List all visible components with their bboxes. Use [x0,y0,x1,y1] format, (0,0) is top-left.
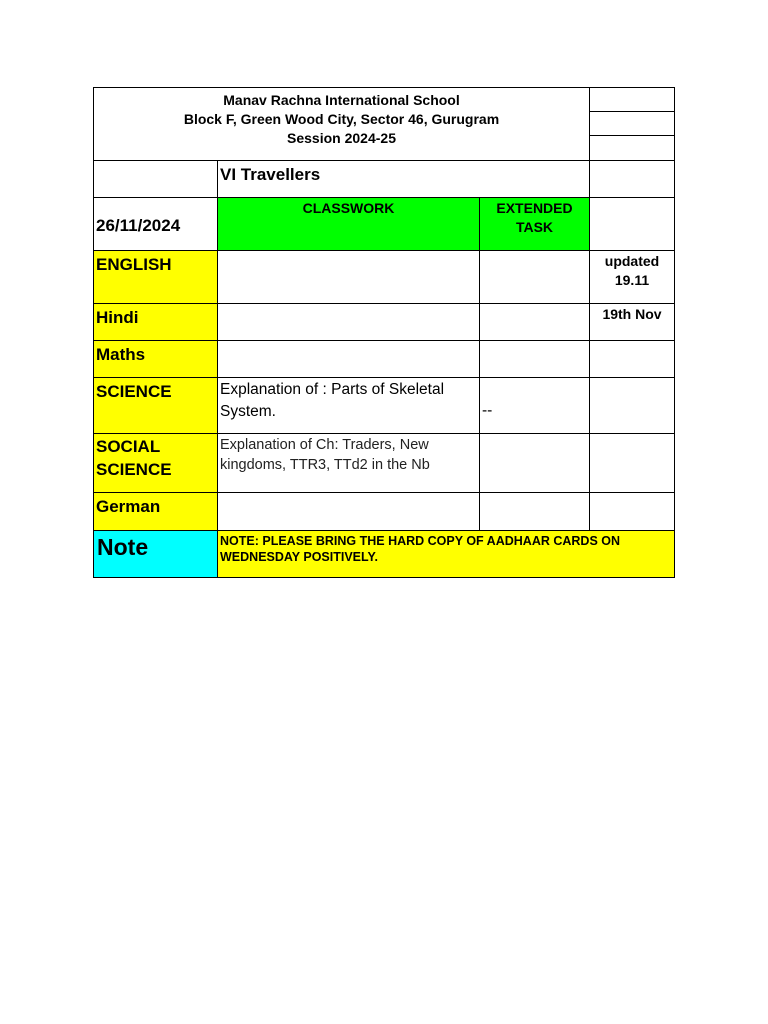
maths-classwork [217,340,480,378]
school-header [93,87,590,161]
subject-english-label: ENGLISH [96,255,172,274]
subject-maths-label: Maths [96,345,146,364]
english-extended-task [479,250,590,304]
german-extended-task [479,492,590,531]
school-address: Block F, Green Wood City, Sector 46, Gurugram [183,111,500,127]
class-row-side [589,160,675,198]
note-text: NOTE: PLEASE BRING THE HARD COPY OF AADHAAR CARDS ON WEDNESDAY POSITIVELY. [220,534,621,564]
subject-english [93,250,218,304]
social-science-extended-task [479,433,590,493]
classwork-header-label: CLASSWORK [302,200,395,216]
homework-sheet [93,87,675,578]
german-classwork [217,492,480,531]
session-label: Session 2024-25 [287,130,396,146]
header-side-cell-1 [589,87,675,112]
science-note [589,377,675,434]
english-note [589,250,675,304]
social-science-note [589,433,675,493]
date-label: 26/11/2024 [96,216,181,235]
class-name-cell [217,160,590,198]
subject-social-science-line2: SCIENCE [96,460,172,479]
header-side-cell-3 [589,135,675,161]
hindi-note [589,303,675,341]
subject-german [93,492,218,531]
note-text-cell [217,530,675,578]
science-classwork-text: Explanation of : Parts of Skeletal System. [220,381,445,420]
hindi-extended-task [479,303,590,341]
date-cell [93,197,218,251]
class-row-blank [93,160,218,198]
header-side-cell-2 [589,111,675,136]
subject-social-science [93,433,218,493]
date-row-side [589,197,675,251]
note-label-cell [93,530,218,578]
subject-science [93,377,218,434]
english-note-line2: 19.11 [614,272,650,288]
hindi-classwork [217,303,480,341]
english-classwork [217,250,480,304]
subject-maths [93,340,218,378]
note-label: Note [97,534,149,560]
social-science-classwork [217,433,480,493]
science-extended-task-text: -- [482,402,493,419]
subject-science-label: SCIENCE [96,382,172,401]
school-name: Manav Rachna International School [223,92,460,108]
hindi-note-text: 19th Nov [602,306,662,322]
extended-task-header-line1: EXTENDED [496,200,573,216]
extended-task-header [479,197,590,251]
maths-note [589,340,675,378]
class-name: VI Travellers [220,165,321,184]
maths-extended-task [479,340,590,378]
classwork-header [217,197,480,251]
subject-hindi-label: Hindi [96,308,139,327]
subject-german-label: German [96,497,161,516]
english-note-line1: updated [604,253,660,269]
science-extended-task [479,377,590,434]
german-note [589,492,675,531]
extended-task-header-line2: TASK [515,219,554,235]
social-science-classwork-text: Explanation of Ch: Traders, New kingdoms, TTR3, TTd2 in the Nb [220,437,430,473]
subject-social-science-line1: SOCIAL [96,437,161,456]
subject-hindi [93,303,218,341]
science-classwork [217,377,480,434]
